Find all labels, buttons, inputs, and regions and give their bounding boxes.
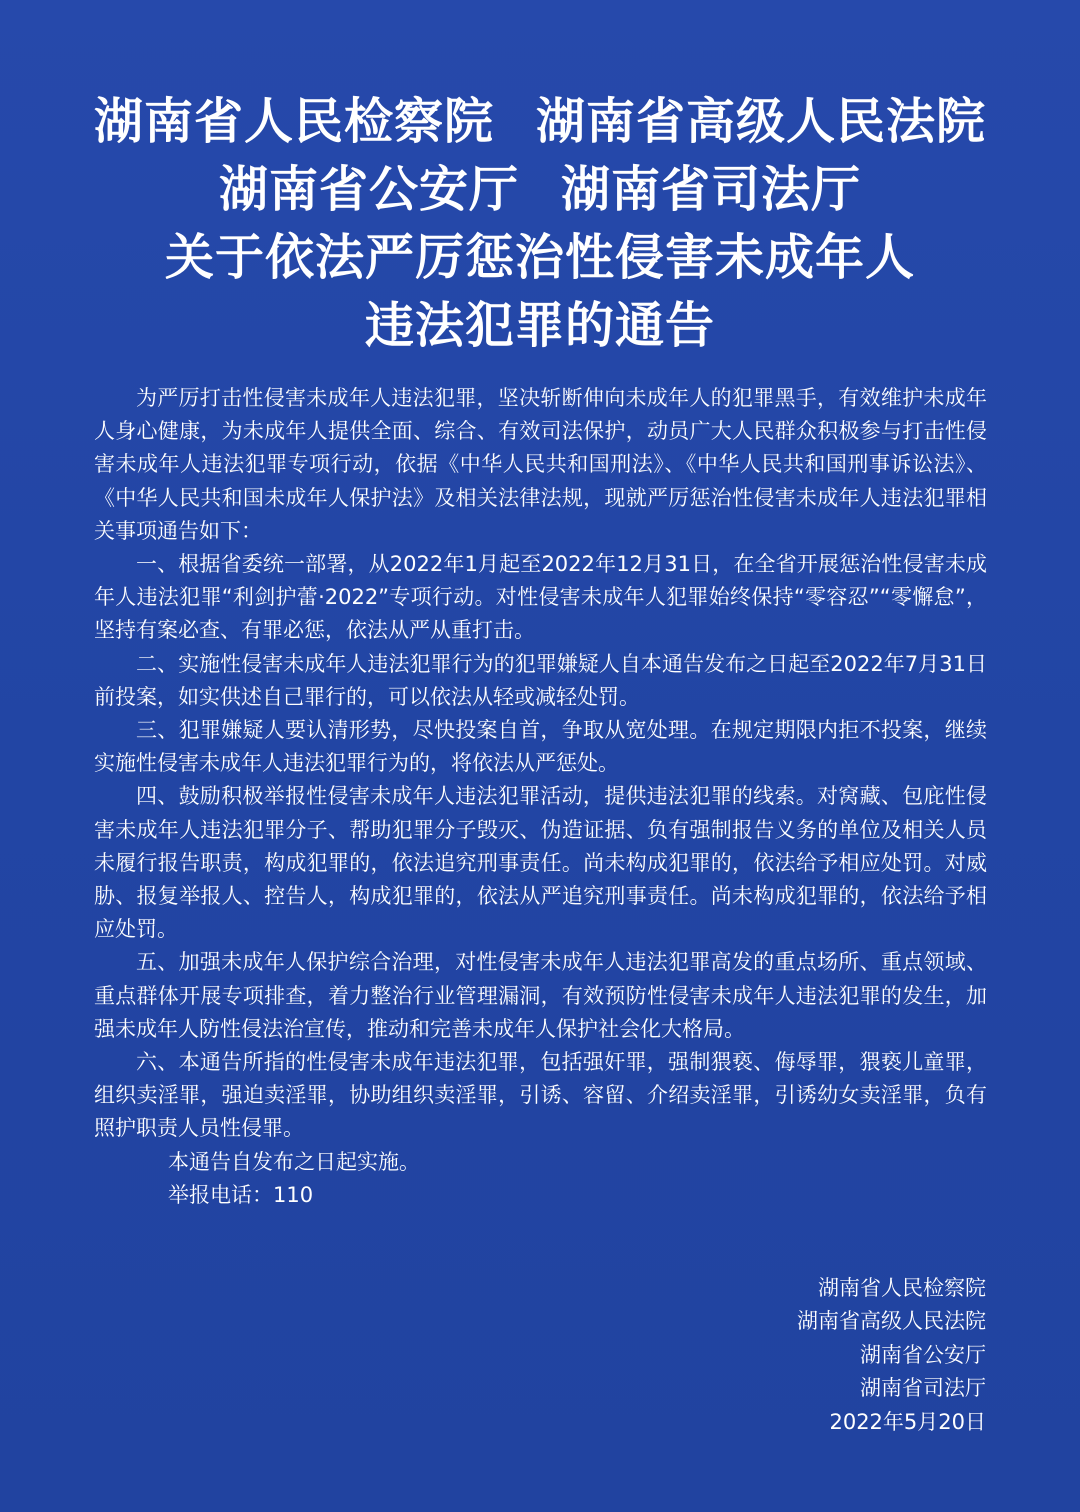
paragraph-item-6: 六、本通告所指的性侵害未成年违法犯罪，包括强奸罪，强制猥亵、侮辱罪，猥亵儿童罪，组织卖淫罪，强迫卖淫罪，协助组织卖淫罪，引诱、容留、介绍卖淫罪，引诱幼女卖淫罪，负有照护职责人员性侵罪。 <box>94 1050 987 1141</box>
signature-block <box>797 1272 986 1439</box>
title-line-3: 关于依法严厉惩治性侵害未成年人 <box>164 229 915 286</box>
signature-date: 2022年5月20日 <box>829 1409 986 1434</box>
paragraph-item-4: 四、鼓励积极举报性侵害未成年人违法犯罪活动，提供违法犯罪的线索。对窝藏、包庇性侵害未成年人违法犯罪分子、帮助犯罪分子毁灭、伪造证据、负有强制报告义务的单位及相关人员未履行报告职责，构成犯罪的，依法追究刑事责任。尚未构成犯罪的，依法给予相应处罚。对威胁、报复举报人、控告人，构成犯罪的，依法从严追究刑事责任。尚未构成犯罪的，依法给予相应处罚。 <box>94 784 987 942</box>
title-line-1 <box>0 88 1080 156</box>
signature-org-procuratorate: 湖南省人民检察院 <box>818 1276 986 1300</box>
effective-date-statement: 本通告自发布之日起实施。 <box>168 1149 420 1174</box>
signature-org-justice: 湖南省司法厅 <box>860 1376 986 1401</box>
notice-title <box>0 88 1080 360</box>
title-org-high-court: 湖南省高级人民法院 <box>536 93 987 150</box>
title-org-justice: 湖南省司法厅 <box>561 161 862 218</box>
paragraph-item-2: 二、实施性侵害未成年人违法犯罪行为的犯罪嫌疑人自本通告发布之日起至2022年7月31日前投案，如实供述自己罪行的，可以依法从轻或减轻处罚。 <box>94 651 987 709</box>
paragraph-item-1: 一、根据省委统一部署，从2022年1月起至2022年12月31日，在全省开展惩治性侵害未成年人违法犯罪“利剑护蕾·2022”专项行动。对性侵害未成年人犯罪始终保持“零容忍”“零懈怠”，坚持有案必查、有罪必惩，依法从严从重打击。 <box>94 552 987 643</box>
paragraph-item-5: 五、加强未成年人保护综合治理，对性侵害未成年人违法犯罪高发的重点场所、重点领域、重点群体开展专项排查，着力整治行业管理漏洞，有效预防性侵害未成年人违法犯罪的发生，加强未成年人防性侵法治宣传，推动和完善未成年人保护社会化大格局。 <box>94 950 987 1041</box>
title-line-2 <box>0 156 1080 224</box>
title-org-procuratorate: 湖南省人民检察院 <box>93 93 494 150</box>
signature-org-public-security: 湖南省公安厅 <box>860 1342 986 1367</box>
report-hotline: 举报电话：110 <box>168 1182 314 1207</box>
signature-org-high-court: 湖南省高级人民法院 <box>797 1309 986 1334</box>
paragraph-intro: 为严厉打击性侵害未成年人违法犯罪，坚决斩断伸向未成年人的犯罪黑手，有效维护未成年人身心健康，为未成年人提供全面、综合、有效司法保护，动员广大人民群众积极参与打击性侵害未成年人违法犯罪专项行动，依据《中华人民共和国刑法》、《中华人民共和国刑事诉讼法》、《中华人民共和国未成年人保护法》及相关法律法规，现就严厉惩治性侵害未成年人违法犯罪相关事项通告如下： <box>94 386 987 543</box>
title-line-4: 违法犯罪的通告 <box>364 297 715 354</box>
paragraph-item-3: 三、犯罪嫌疑人要认清形势，尽快投案自首，争取从宽处理。在规定期限内拒不投案，继续实施性侵害未成年人违法犯罪行为的，将依法从严惩处。 <box>94 718 987 776</box>
notice-body <box>94 382 987 1212</box>
title-org-public-security: 湖南省公安厅 <box>218 161 519 218</box>
